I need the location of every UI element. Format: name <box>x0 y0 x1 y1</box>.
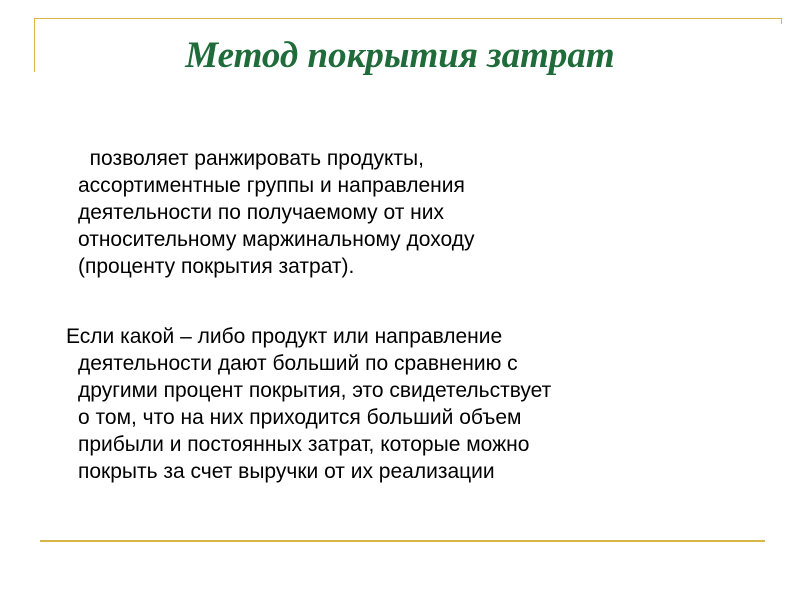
frame-bottom-line <box>40 540 765 542</box>
paragraph-coverage <box>66 323 758 485</box>
frame-right-line <box>781 18 782 24</box>
paragraph-line: покрыть за счет выручки от их реализации <box>78 460 495 483</box>
paragraph-line: о том, что на них приходится больший объем <box>78 406 522 429</box>
paragraph-line: (проценту покрытия затрат). <box>78 255 355 278</box>
slide-title: Метод покрытия затрат <box>185 35 615 76</box>
paragraph-line: относительному маржинальному доходу <box>78 228 475 251</box>
paragraph-line: прибыли и постоянных затрат, которые можно <box>78 433 530 456</box>
paragraph-ranking <box>78 145 758 280</box>
paragraph-line: позволяет ранжировать продукты, <box>78 147 424 170</box>
frame-top-line <box>34 18 782 19</box>
paragraph-line: Если какой – либо продукт или направление <box>66 325 503 348</box>
paragraph-line: другими процент покрытия, это свидетельствует <box>78 379 552 402</box>
paragraph-line: ассортиментные группы и направления <box>78 174 465 197</box>
paragraph-line: деятельности дают больший по сравнению с <box>78 352 518 375</box>
paragraph-line: деятельности по получаемому от них <box>78 201 444 224</box>
